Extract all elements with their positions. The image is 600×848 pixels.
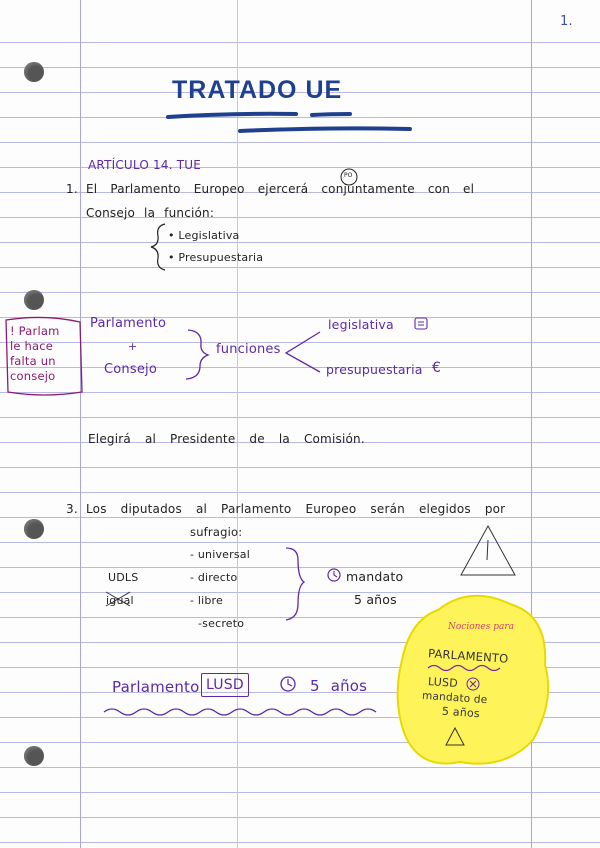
badge-label: PO	[344, 172, 353, 179]
scheme-plus: +	[128, 340, 138, 353]
bottom-parlamento: Parlamento	[112, 678, 200, 696]
side-note-line: ! Parlam	[10, 324, 60, 338]
scheme-parlamento: Parlamento	[90, 316, 167, 331]
bottom-lusd-box: LUSD	[201, 673, 249, 697]
scheme-funciones: funciones	[216, 342, 281, 357]
side-note-line: consejo	[10, 369, 56, 383]
sticky-years: 5 años	[441, 704, 481, 721]
scheme-consejo: Consejo	[104, 362, 158, 377]
page-title: TRATADO UE	[172, 76, 343, 104]
suffrage-item: - libre	[190, 594, 224, 607]
side-note	[10, 324, 60, 384]
mandate-label: mandato	[346, 569, 404, 584]
euro-icon: €	[432, 360, 442, 376]
mandate-years: 5 años	[354, 592, 397, 607]
side-note-line: le hace	[10, 339, 54, 353]
point3-line1: Los diputados al Parlamento Europeo serán elegidos por	[86, 502, 506, 516]
suffrage-item: - directo	[190, 571, 238, 584]
article-heading: ARTÍCULO 14. TUE	[88, 158, 202, 172]
side-note-line: falta un	[10, 354, 56, 368]
scheme-presupuestaria: presupuestaria	[326, 362, 423, 377]
suffrage-item: -secreto	[198, 617, 245, 630]
suffrage-label: sufragio:	[190, 525, 243, 539]
point1-number: 1.	[66, 182, 78, 196]
bottom-years: 5 años	[310, 677, 368, 695]
point1-line1: El Parlamento Europeo ejercerá conjuntamente con el	[86, 182, 475, 196]
bullet-presupuestaria: • Presupuestaria	[168, 251, 264, 264]
page-number: 1.	[560, 14, 573, 29]
point2-line: Elegirá al Presidente de la Comisión.	[88, 432, 365, 446]
sticky-heading: Nociones para	[448, 622, 515, 632]
sticky-mandate: mandato de	[421, 689, 488, 707]
suffrage-item: - universal	[190, 548, 250, 561]
igual-label: igual	[106, 594, 134, 607]
sticky-lusd: LUSD	[427, 674, 459, 691]
bullet-legislativa: • Legislativa	[168, 229, 240, 242]
point3-number: 3.	[66, 502, 78, 516]
scheme-legislativa: legislativa	[328, 317, 394, 332]
point1-line2: Consejo la función:	[86, 206, 215, 220]
sticky-title: PARLAMENTO	[427, 646, 509, 666]
udls-label: UDLS	[108, 571, 139, 584]
